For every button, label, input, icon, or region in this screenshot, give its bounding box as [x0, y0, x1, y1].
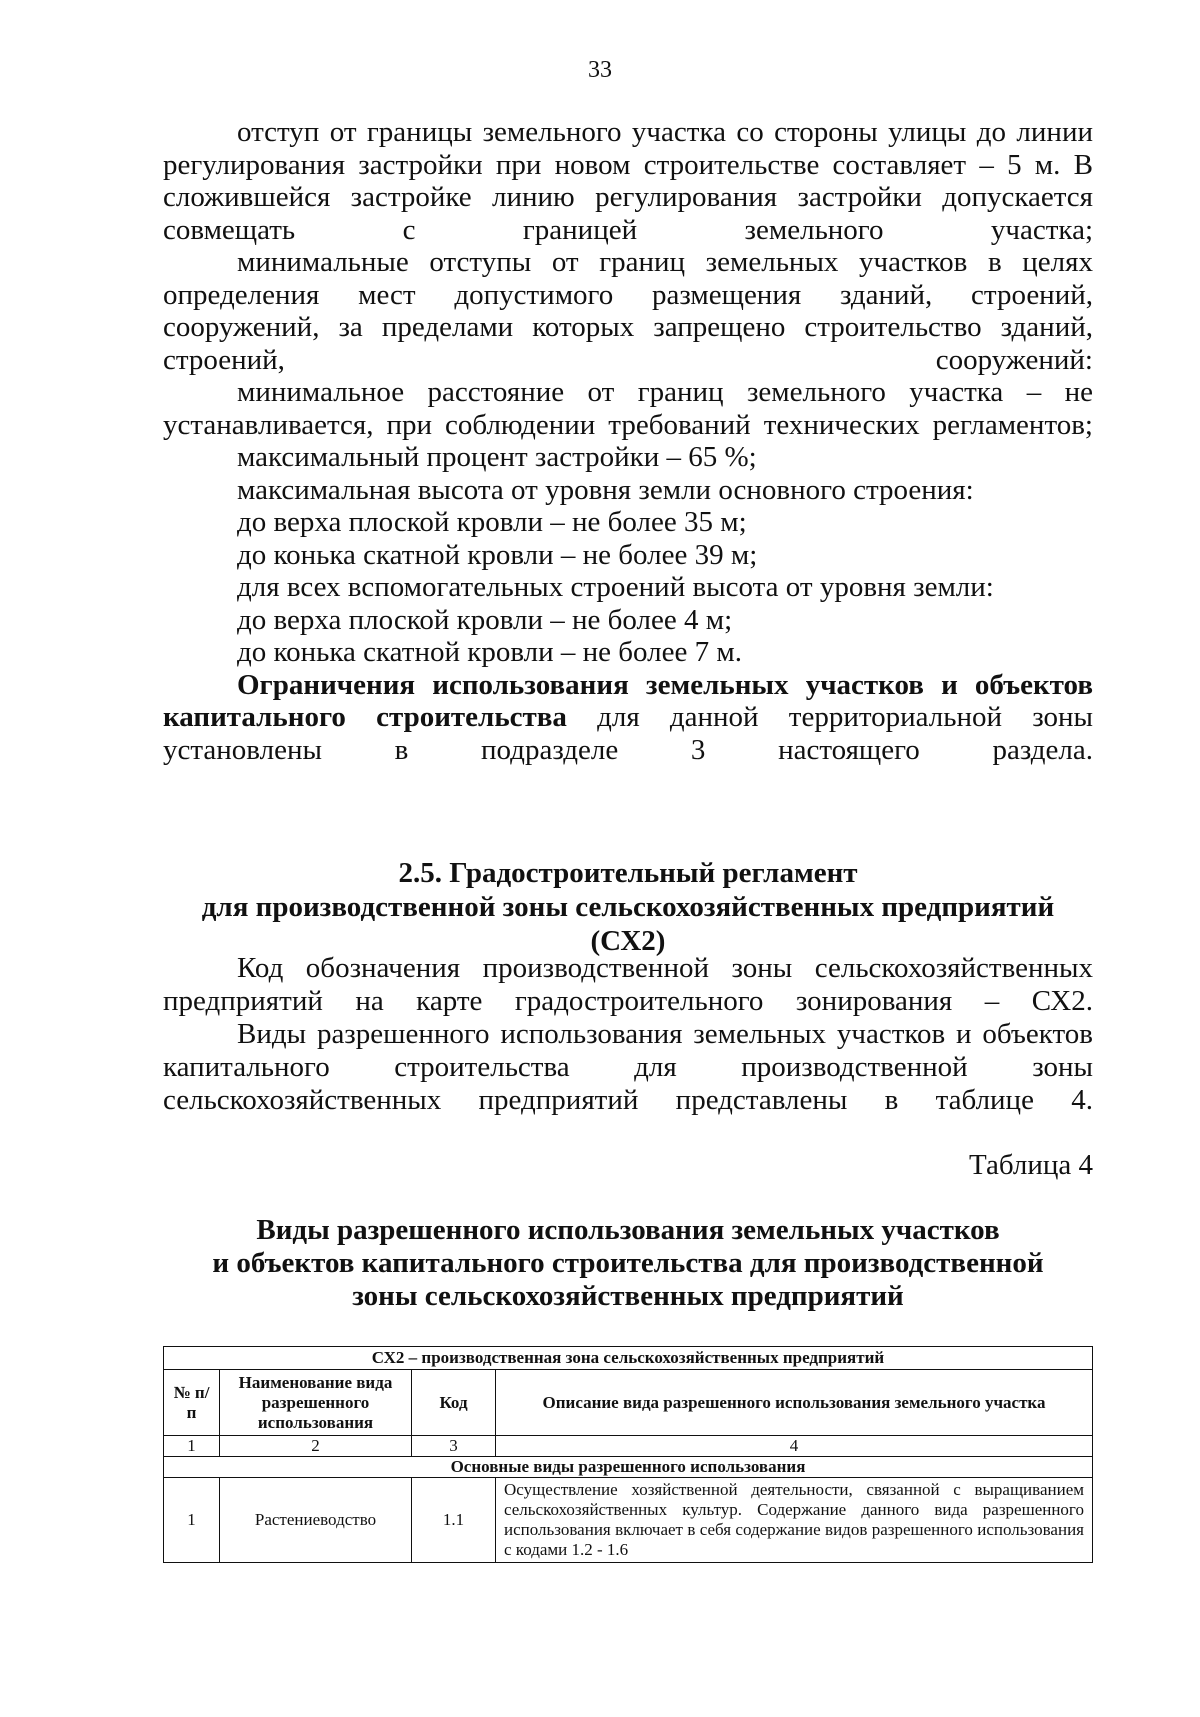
paragraph: максимальный процент застройки – 65 %; — [237, 441, 757, 473]
zone-header-row — [164, 1347, 1093, 1370]
table-title-line: и объектов капитального строительства для производственной — [212, 1247, 1044, 1279]
section-body — [163, 952, 1093, 1117]
section-heading-line: для производственной зоны сельскохозяйственных предприятий (СХ2) — [201, 891, 1055, 957]
paragraph: максимальная высота от уровня земли основного строения: — [237, 473, 974, 506]
paragraph: для всех вспомогательных строений высота от уровня земли: — [237, 571, 994, 603]
column-header: Наименование вида разрешенного использования — [220, 1370, 412, 1436]
paragraph: отступ от границы земельного участка со стороны улицы до линии регулирования застройки при новом строительстве составляет – 5 м. В сложившейся застройке линию регулирования застройки допускается совмещать с границей земельного участка; — [163, 116, 1093, 246]
use-name: Растениеводство — [220, 1478, 412, 1563]
page-number: 33 — [588, 57, 612, 83]
column-header: Описание вида разрешенного использования земельного участка — [496, 1370, 1093, 1436]
zone-header: СХ2 – производственная зона сельскохозяйственных предприятий — [164, 1347, 1093, 1370]
paragraph: до конька скатной кровли – не более 39 м; — [237, 538, 758, 571]
column-header-row — [164, 1370, 1093, 1436]
column-header: № п/п — [164, 1370, 220, 1436]
column-number-row — [164, 1436, 1093, 1457]
restrictions-paragraph — [163, 669, 1093, 767]
section-heading-line: 2.5. Градостроительный регламент — [398, 857, 858, 889]
column-number: 2 — [220, 1436, 412, 1457]
section-heading — [163, 856, 1093, 958]
paragraph: до верха плоской кровли – не более 35 м; — [237, 506, 747, 538]
paragraph: минимальные отступы от границ земельных участков в целях определения мест допустимого размещения зданий, строений, сооружений, за пределами которых запрещено строительство зданий, строений, сооружений: — [163, 246, 1093, 376]
group-header-row — [164, 1457, 1093, 1478]
use-description: Осуществление хозяйственной деятельности, связанной с выращиванием сельскохозяйственных культур. Содержание данного вида разрешенного использования включает в себя содержание видов разрешенного использования с кодами 1.2 - 1.6 — [496, 1478, 1093, 1563]
column-number: 3 — [412, 1436, 496, 1457]
table-title-line: Виды разрешенного использования земельных участков — [256, 1214, 1000, 1246]
paragraph: Код обозначения производственной зоны сельскохозяйственных предприятий на карте градостроительного зонирования – СХ2. — [163, 952, 1093, 1017]
group-header: Основные виды разрешенного использования — [164, 1457, 1093, 1478]
table-title — [163, 1214, 1093, 1313]
paragraph: минимальное расстояние от границ земельного участка – не устанавливается, при соблюдении требований технических регламентов; — [163, 376, 1093, 441]
land-use-table — [163, 1346, 1093, 1563]
restrictions-bold-text: Ограничения использования земельных участков и объектов капитального строительства — [163, 668, 1093, 733]
regulation-text — [163, 116, 1093, 766]
paragraph: до верха плоской кровли – не более 4 м; — [237, 603, 733, 636]
table-row — [164, 1478, 1093, 1563]
column-number: 4 — [496, 1436, 1093, 1457]
restrictions-text: для данной территориальной зоны установлены в подразделе 3 настоящего раздела. — [163, 701, 1094, 766]
column-header: Код — [412, 1370, 496, 1436]
table-caption: Таблица 4 — [968, 1149, 1093, 1181]
use-code: 1.1 — [412, 1478, 496, 1563]
paragraph: Виды разрешенного использования земельных участков и объектов капитального строительства для производственной зоны сельскохозяйственных предприятий представлены в таблице 4. — [163, 1018, 1093, 1116]
row-number: 1 — [164, 1478, 220, 1563]
table-title-line: зоны сельскохозяйственных предприятий — [352, 1280, 904, 1312]
paragraph: до конька скатной кровли – не более 7 м. — [237, 636, 742, 668]
column-number: 1 — [164, 1436, 220, 1457]
